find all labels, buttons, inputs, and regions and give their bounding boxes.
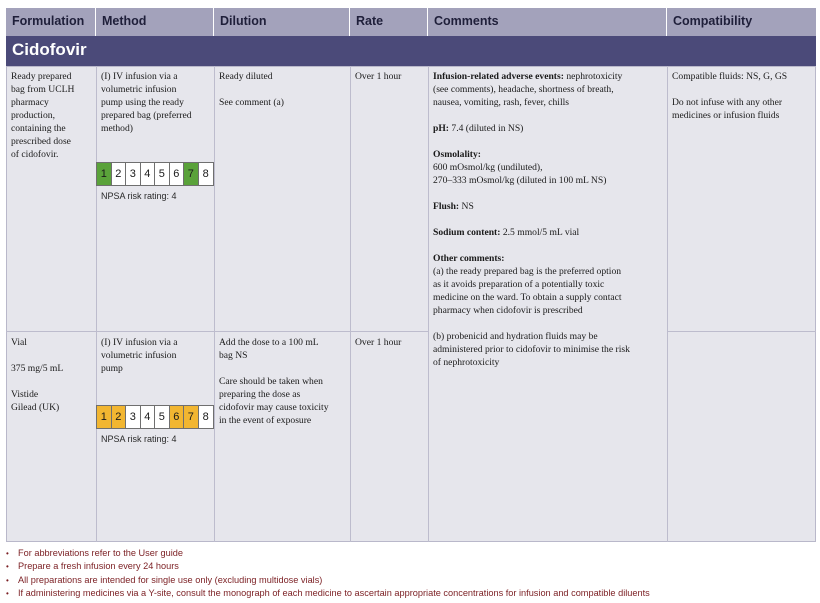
- header-formulation: Formulation: [6, 8, 96, 36]
- header-comments: Comments: [428, 8, 667, 36]
- header-compatibility: Compatibility: [667, 8, 816, 36]
- row1-method: (I) IV infusion via a volumetric infusion pump using the ready prepared bag (preferred method): [101, 71, 192, 134]
- row2-method: (I) IV infusion via a volumetric infusion pump: [101, 337, 178, 374]
- column-divider: [96, 66, 97, 542]
- rating-box: 7: [184, 163, 199, 185]
- rating-box: 4: [141, 406, 156, 428]
- column-divider: [428, 66, 429, 542]
- header-method: Method: [96, 8, 214, 36]
- column-divider: [350, 66, 351, 542]
- footnote-item: • For abbreviations refer to the User guide: [6, 548, 183, 558]
- drug-title: Cidofovir: [6, 36, 816, 66]
- row2-rate: Over 1 hour: [355, 337, 402, 348]
- row1-formulation: Ready prepared bag from UCLH pharmacy production, containing the prescribed dose of cidofovir.: [11, 71, 75, 160]
- table-body: [6, 66, 816, 542]
- rating-box: 8: [202, 168, 209, 180]
- row-divider: [6, 331, 428, 332]
- rating-box: 1: [97, 163, 112, 185]
- rating-box: 2: [112, 406, 127, 428]
- rating-box: 4: [141, 163, 156, 185]
- rating-box: 8: [202, 411, 209, 423]
- rating-box: 5: [155, 163, 170, 185]
- row2-dilution: Add the dose to a 100 mL bag NS Care should be taken when preparing the dose as cidofovir may cause toxicity in the event of exposure: [219, 337, 329, 426]
- rating-box: 1: [97, 406, 112, 428]
- rating-box: 2: [112, 163, 127, 185]
- row1-npsa-label: NPSA risk rating: 4: [101, 191, 177, 201]
- column-divider: [214, 66, 215, 542]
- row1-rate: Over 1 hour: [355, 71, 402, 82]
- rating-box: 3: [126, 163, 141, 185]
- row2-npsa-label: NPSA risk rating: 4: [101, 434, 177, 444]
- rating-box: 3: [126, 406, 141, 428]
- header-rate: Rate: [350, 8, 428, 36]
- column-divider: [667, 66, 668, 542]
- header-dilution: Dilution: [214, 8, 350, 36]
- rating-box: 6: [170, 163, 185, 185]
- row1-compatibility: Compatible fluids: NS, G, GS Do not infuse with any other medicines or infusion fluids: [672, 71, 788, 121]
- footnote-item: • Prepare a fresh infusion every 24 hours: [6, 561, 179, 572]
- row1-npsa-rating-scale: [96, 162, 214, 186]
- comments-cell: Infusion-related adverse events: nephrotoxicity (see comments), headache, shortness of breath, nausea, vomiting, rash, fever, chills pH: 7.4 (diluted in NS) Osmolality: 600 mOsmol/kg (undiluted), 270–333 mOsmol/kg (diluted in 100 mL NS) Flush: NS Sodium content: 2.5 mmol/5 mL vial Other comments: (a) the ready prepared bag is the preferred option as it avoids preparation of a potentially toxic medicine on the ward. To obtain a supply contact pharmacy when cidofovir is prescribed (b) probenicid and hydration fluids may be administered prior to cidofovir to minimise the risk of nephrotoxicity: [433, 71, 630, 368]
- footnote-item: • If administering medicines via a Y-site, consult the monograph of each medicine to ascertain appropriate concentrations for infusion and compatible diluents: [6, 587, 650, 598]
- row2-formulation: Vial 375 mg/5 mL Vistide Gilead (UK): [11, 337, 64, 413]
- rating-box: 5: [155, 406, 170, 428]
- row1-dilution: Ready diluted See comment (a): [219, 71, 284, 108]
- rating-box: 7: [184, 406, 199, 428]
- rating-box: 6: [170, 406, 185, 428]
- row-divider: [667, 331, 816, 332]
- footnote-item: • All preparations are intended for single use only (excluding multidose vials): [6, 574, 323, 585]
- footnotes: [6, 547, 816, 600]
- row2-npsa-rating-scale: [96, 405, 214, 429]
